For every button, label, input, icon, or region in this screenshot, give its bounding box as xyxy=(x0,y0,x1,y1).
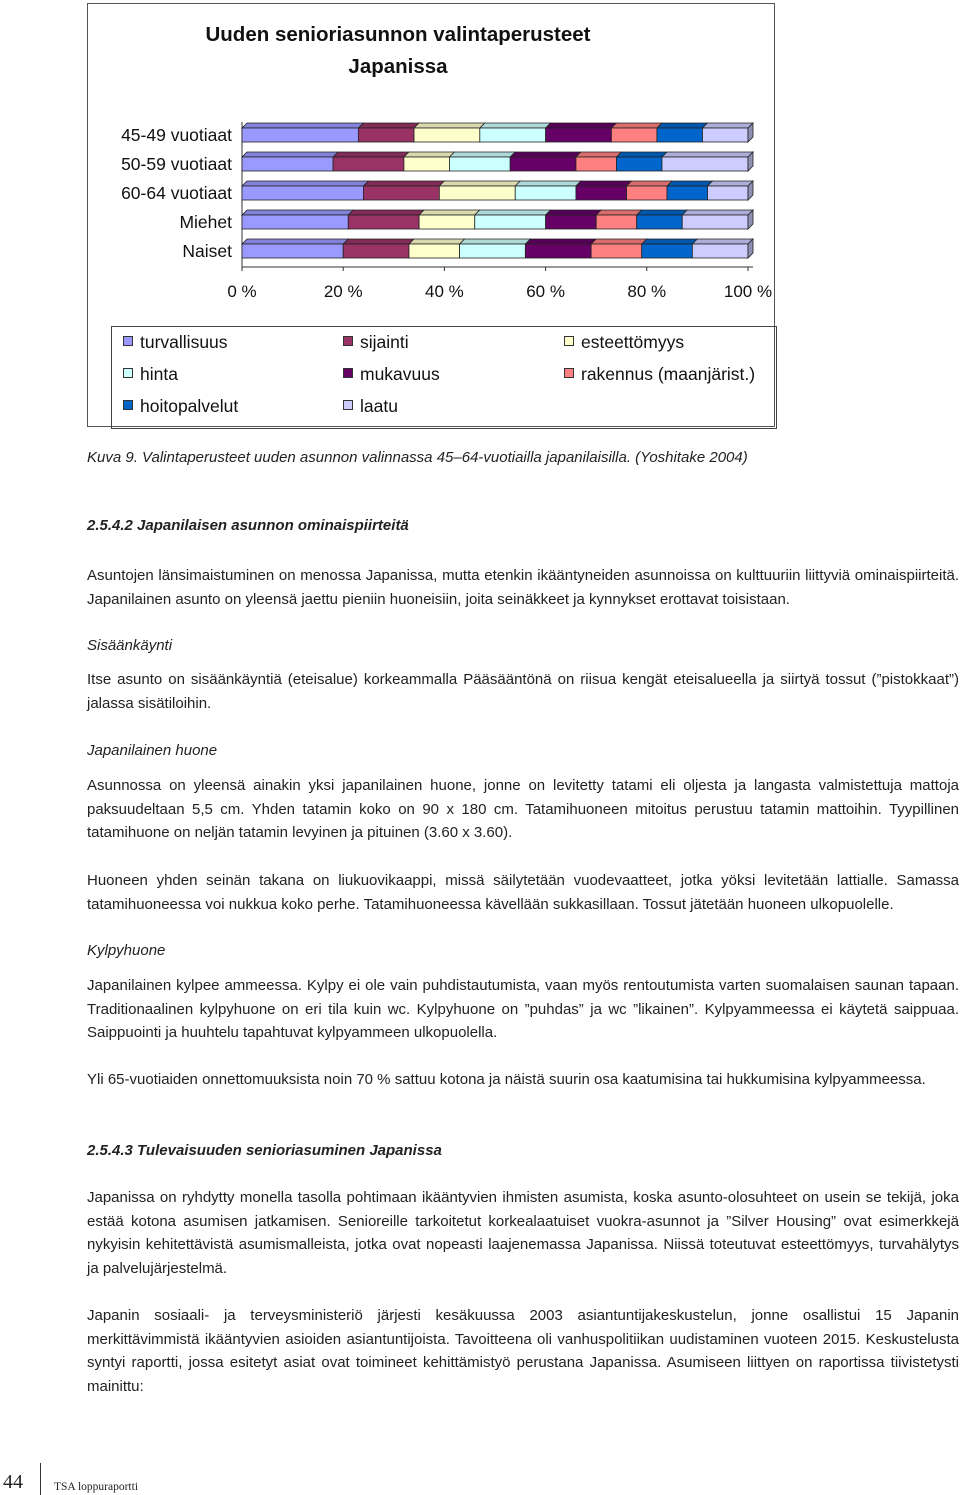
bar-segment xyxy=(667,186,707,200)
bar-segment xyxy=(242,215,348,229)
bar-segment xyxy=(242,186,363,200)
bar-segment xyxy=(404,157,450,171)
bar-top-face xyxy=(546,210,602,215)
bar-top-face xyxy=(449,152,515,157)
bar-top-face xyxy=(439,181,520,186)
bar-top-face xyxy=(642,239,698,244)
bar-segment xyxy=(611,128,657,142)
page-number: 44 xyxy=(3,1471,23,1493)
paragraph-ministry: Japanin sosiaali- ja terveysministeriö järjesti kesäkuussa 2003 asiantuntijakeskustelun, jonne osallistui 15 Japanin merkittävimmistä ikääntyvien asioiden asiantuntijoista. Tavoitteena oli vanhuspolitiikan uudistaminen vuoteen 2015. Keskustelusta syntyi raportti, jossa esitetyt asiat ovat toimineet kehittämistyö perustana Japanissa. Asumiseen liittyen on raportissa tiivistetysti mainittu: xyxy=(87,1307,959,1395)
bar-segment xyxy=(627,186,667,200)
bar-segment xyxy=(409,244,460,258)
bar-top-face xyxy=(667,181,712,186)
bar-top-face xyxy=(333,152,409,157)
legend-item xyxy=(343,396,398,417)
bar-top-face xyxy=(358,123,419,128)
bar-top-face xyxy=(404,152,455,157)
bar-top-face xyxy=(657,123,708,128)
bar-top-face xyxy=(708,181,753,186)
x-tick-label: 0 % xyxy=(227,282,257,301)
bar-segment xyxy=(363,186,439,200)
bar-segment xyxy=(637,215,683,229)
bar-segment xyxy=(692,244,748,258)
bar-segment xyxy=(242,128,358,142)
legend-item xyxy=(343,332,409,353)
bar-segment xyxy=(525,244,591,258)
bar-segment xyxy=(708,186,748,200)
subheading-entrance: Sisäänkäynti xyxy=(87,637,173,654)
bar-top-face xyxy=(576,181,632,186)
legend-label: rakennus (maanjärist.) xyxy=(581,364,756,384)
legend-label: sijainti xyxy=(360,332,409,352)
bar-segment xyxy=(480,128,546,142)
bar-segment xyxy=(642,244,693,258)
x-tick-label: 100 % xyxy=(723,282,773,301)
bar-top-face xyxy=(627,181,672,186)
paragraph-entrance: Itse asunto on sisäänkäyntiä (eteisalue) korkeammalla Pääsääntönä on riisua kengät eteisalueella ja siirtyä tossut (”pistokkaat”) jalassa sisätiloihin. xyxy=(87,671,959,712)
bar-top-face xyxy=(515,181,581,186)
bar-segment xyxy=(439,186,515,200)
bar-segment xyxy=(576,157,616,171)
bar-top-face xyxy=(343,239,414,244)
legend-item xyxy=(564,332,684,353)
legend-swatch xyxy=(123,400,133,410)
bar-top-face xyxy=(480,123,551,128)
bar-top-face xyxy=(576,152,621,157)
bar-segment xyxy=(419,215,475,229)
legend-swatch xyxy=(343,336,353,346)
bar-segment xyxy=(414,128,480,142)
section-heading-2543: 2.5.4.3 Tulevaisuuden senioriasuminen Japanissa xyxy=(87,1142,442,1159)
bar-top-face xyxy=(363,181,444,186)
legend-label: hinta xyxy=(140,364,178,384)
chart-title-line-1: Uuden senioriasunnon valintaperusteet xyxy=(205,23,591,46)
bar-segment xyxy=(343,244,409,258)
legend-swatch xyxy=(564,336,574,346)
paragraph-future: Japanissa on ryhdytty monella tasolla pohtimaan ikääntyvien ihmisten asumista, koska asunto-olosuhteet on usein se tekijä, joka estää kotona asumisen jatkamisen. Senioreille tarkoitetut korkealaatuiset vuokra-asunnot ja ”Silver Housing” ovat esimerkkejä nykyisin kehitettävistä asumismalleista, jotka ovat nopeasti laajenemassa Japanissa. Niissä toteutuvat esteettömyys, turvahälytys ja palvelujärjestelmä. xyxy=(87,1189,959,1277)
bar-segment xyxy=(475,215,546,229)
category-label: Miehet xyxy=(179,212,232,232)
legend-label: laatu xyxy=(360,396,398,416)
bar-segment xyxy=(662,157,748,171)
bar-segment xyxy=(358,128,414,142)
bar-top-face xyxy=(409,239,465,244)
bar-segment xyxy=(515,186,576,200)
bar-segment xyxy=(591,244,642,258)
bar-top-face xyxy=(242,152,338,157)
bar-top-face xyxy=(348,210,424,215)
bar-segment xyxy=(657,128,703,142)
bar-top-face xyxy=(611,123,662,128)
bar-top-face xyxy=(546,123,617,128)
bar-segment xyxy=(682,215,748,229)
x-tick-label: 40 % xyxy=(425,282,464,301)
legend-item xyxy=(343,364,440,385)
legend-swatch xyxy=(123,368,133,378)
bar-top-face xyxy=(682,210,753,215)
chart-title-line-2: Japanissa xyxy=(348,55,448,78)
legend-item xyxy=(123,332,228,353)
bar-segment xyxy=(596,215,636,229)
legend-item xyxy=(123,364,178,385)
legend-label: mukavuus xyxy=(360,364,440,384)
bar-segment xyxy=(460,244,526,258)
legend-label: hoitopalvelut xyxy=(140,396,239,416)
stacked-bar-chart xyxy=(88,4,776,324)
paragraph-bathing: Japanilainen kylpee ammeessa. Kylpy ei ole vain puhdistautumista, vaan myös rentoutumista varten suomalaisen saunan tapaan. Traditionaalinen kylpyhuone on eri tila kuin wc. Kylpyhuone on ”puhdas” ja wc ”likainen”. Kylpyammeessa ei käytetä saippuaa. Saippuointi ja huuhtelu tapahtuvat kylpyammeen ulkopuolella. xyxy=(87,977,959,1041)
bar-segment xyxy=(616,157,662,171)
bar-segment xyxy=(576,186,627,200)
section-heading-2542: 2.5.4.2 Japanilaisen asunnon ominaispiirteitä xyxy=(87,517,409,534)
bar-top-face xyxy=(419,210,480,215)
bar-segment xyxy=(449,157,510,171)
legend-swatch xyxy=(343,368,353,378)
legend-label: esteettömyys xyxy=(581,332,685,352)
bar-segment xyxy=(333,157,404,171)
legend-item xyxy=(564,364,755,385)
bar-top-face xyxy=(692,239,753,244)
x-tick-label: 20 % xyxy=(323,282,363,301)
x-tick-label: 80 % xyxy=(627,282,667,301)
bar-segment xyxy=(242,157,333,171)
chart-frame xyxy=(87,3,775,427)
legend-item xyxy=(123,396,238,417)
subheading-japanese-room: Japanilainen huone xyxy=(87,742,218,759)
bar-top-face xyxy=(242,210,353,215)
x-tick-label: 60 % xyxy=(526,282,565,301)
legend-swatch xyxy=(343,400,353,410)
paragraph-closet: Huoneen yhden seinän takana on liukuovikaappi, missä säilytetään vuodevaatteet, jotka yöksi levitetään lattialle. Samassa tatamihuoneessa voi nukkua koko perhe. Tatamihuoneessa kävellään sukkasillaan. Tossut jätetään huoneen ulkopuolelle. xyxy=(87,872,959,913)
bar-top-face xyxy=(414,123,485,128)
bar-segment xyxy=(546,128,612,142)
bar-top-face xyxy=(662,152,753,157)
bar-top-face xyxy=(637,210,688,215)
category-label: 45-49 vuotiaat xyxy=(121,125,232,145)
bar-segment xyxy=(348,215,419,229)
paragraph-intro: Asuntojen länsimaistuminen on menossa Japanissa, mutta etenkin ikääntyneiden asunnoissa on kulttuuriin liittyviä ominaispiirteitä. Japanilainen asunto on yleensä jaettu pieniin huoneisiin, joita seinäkkeet ja kynnykset erottavat toisistaan. xyxy=(87,567,959,608)
bar-top-face xyxy=(460,239,531,244)
bar-segment xyxy=(546,215,597,229)
bar-top-face xyxy=(510,152,581,157)
paragraph-accidents: Yli 65-vuotiaiden onnettomuuksista noin 70 % sattuu kotona ja näistä suurin osa kaatumisina tai hukkumisina kylpyammeessa. xyxy=(87,1071,926,1088)
bar-segment xyxy=(702,128,748,142)
legend-label: turvallisuus xyxy=(140,332,228,352)
bar-top-face xyxy=(591,239,647,244)
bar-top-face xyxy=(475,210,551,215)
category-label: Naiset xyxy=(182,241,232,261)
bar-top-face xyxy=(242,181,368,186)
footer-divider xyxy=(40,1463,41,1495)
category-label: 50-59 vuotiaat xyxy=(121,154,232,174)
subheading-bathroom: Kylpyhuone xyxy=(87,942,166,959)
bar-top-face xyxy=(616,152,667,157)
bar-top-face xyxy=(702,123,753,128)
chart-legend xyxy=(111,326,777,429)
paragraph-tatami: Asunnossa on yleensä ainakin yksi japanilainen huone, jonne on levitetty tatami eli oljesta ja langasta valmistettuja mattoja paksuudeltaan 5,5 cm. Yhden tatamin koko on 90 x 180 cm. Tatamihuoneen mitoitus perustuu tatamin mattoihin. Tyypillinen tatamihuone on neljän tatamin levyinen ja pituinen (3.60 x 3.60). xyxy=(87,777,959,841)
bar-segment xyxy=(242,244,343,258)
category-label: 60-64 vuotiaat xyxy=(121,183,232,203)
bar-top-face xyxy=(525,239,596,244)
bar-top-face xyxy=(242,239,348,244)
bar-segment xyxy=(510,157,576,171)
legend-swatch xyxy=(564,368,574,378)
bar-top-face xyxy=(242,123,363,128)
bar-top-face xyxy=(596,210,641,215)
footer-report-name: TSA loppuraportti xyxy=(54,1481,139,1493)
legend-swatch xyxy=(123,336,133,346)
figure-caption: Kuva 9. Valintaperusteet uuden asunnon valinnassa 45–64-vuotiailla japanilaisilla. (Yoshitake 2004) xyxy=(87,449,748,466)
